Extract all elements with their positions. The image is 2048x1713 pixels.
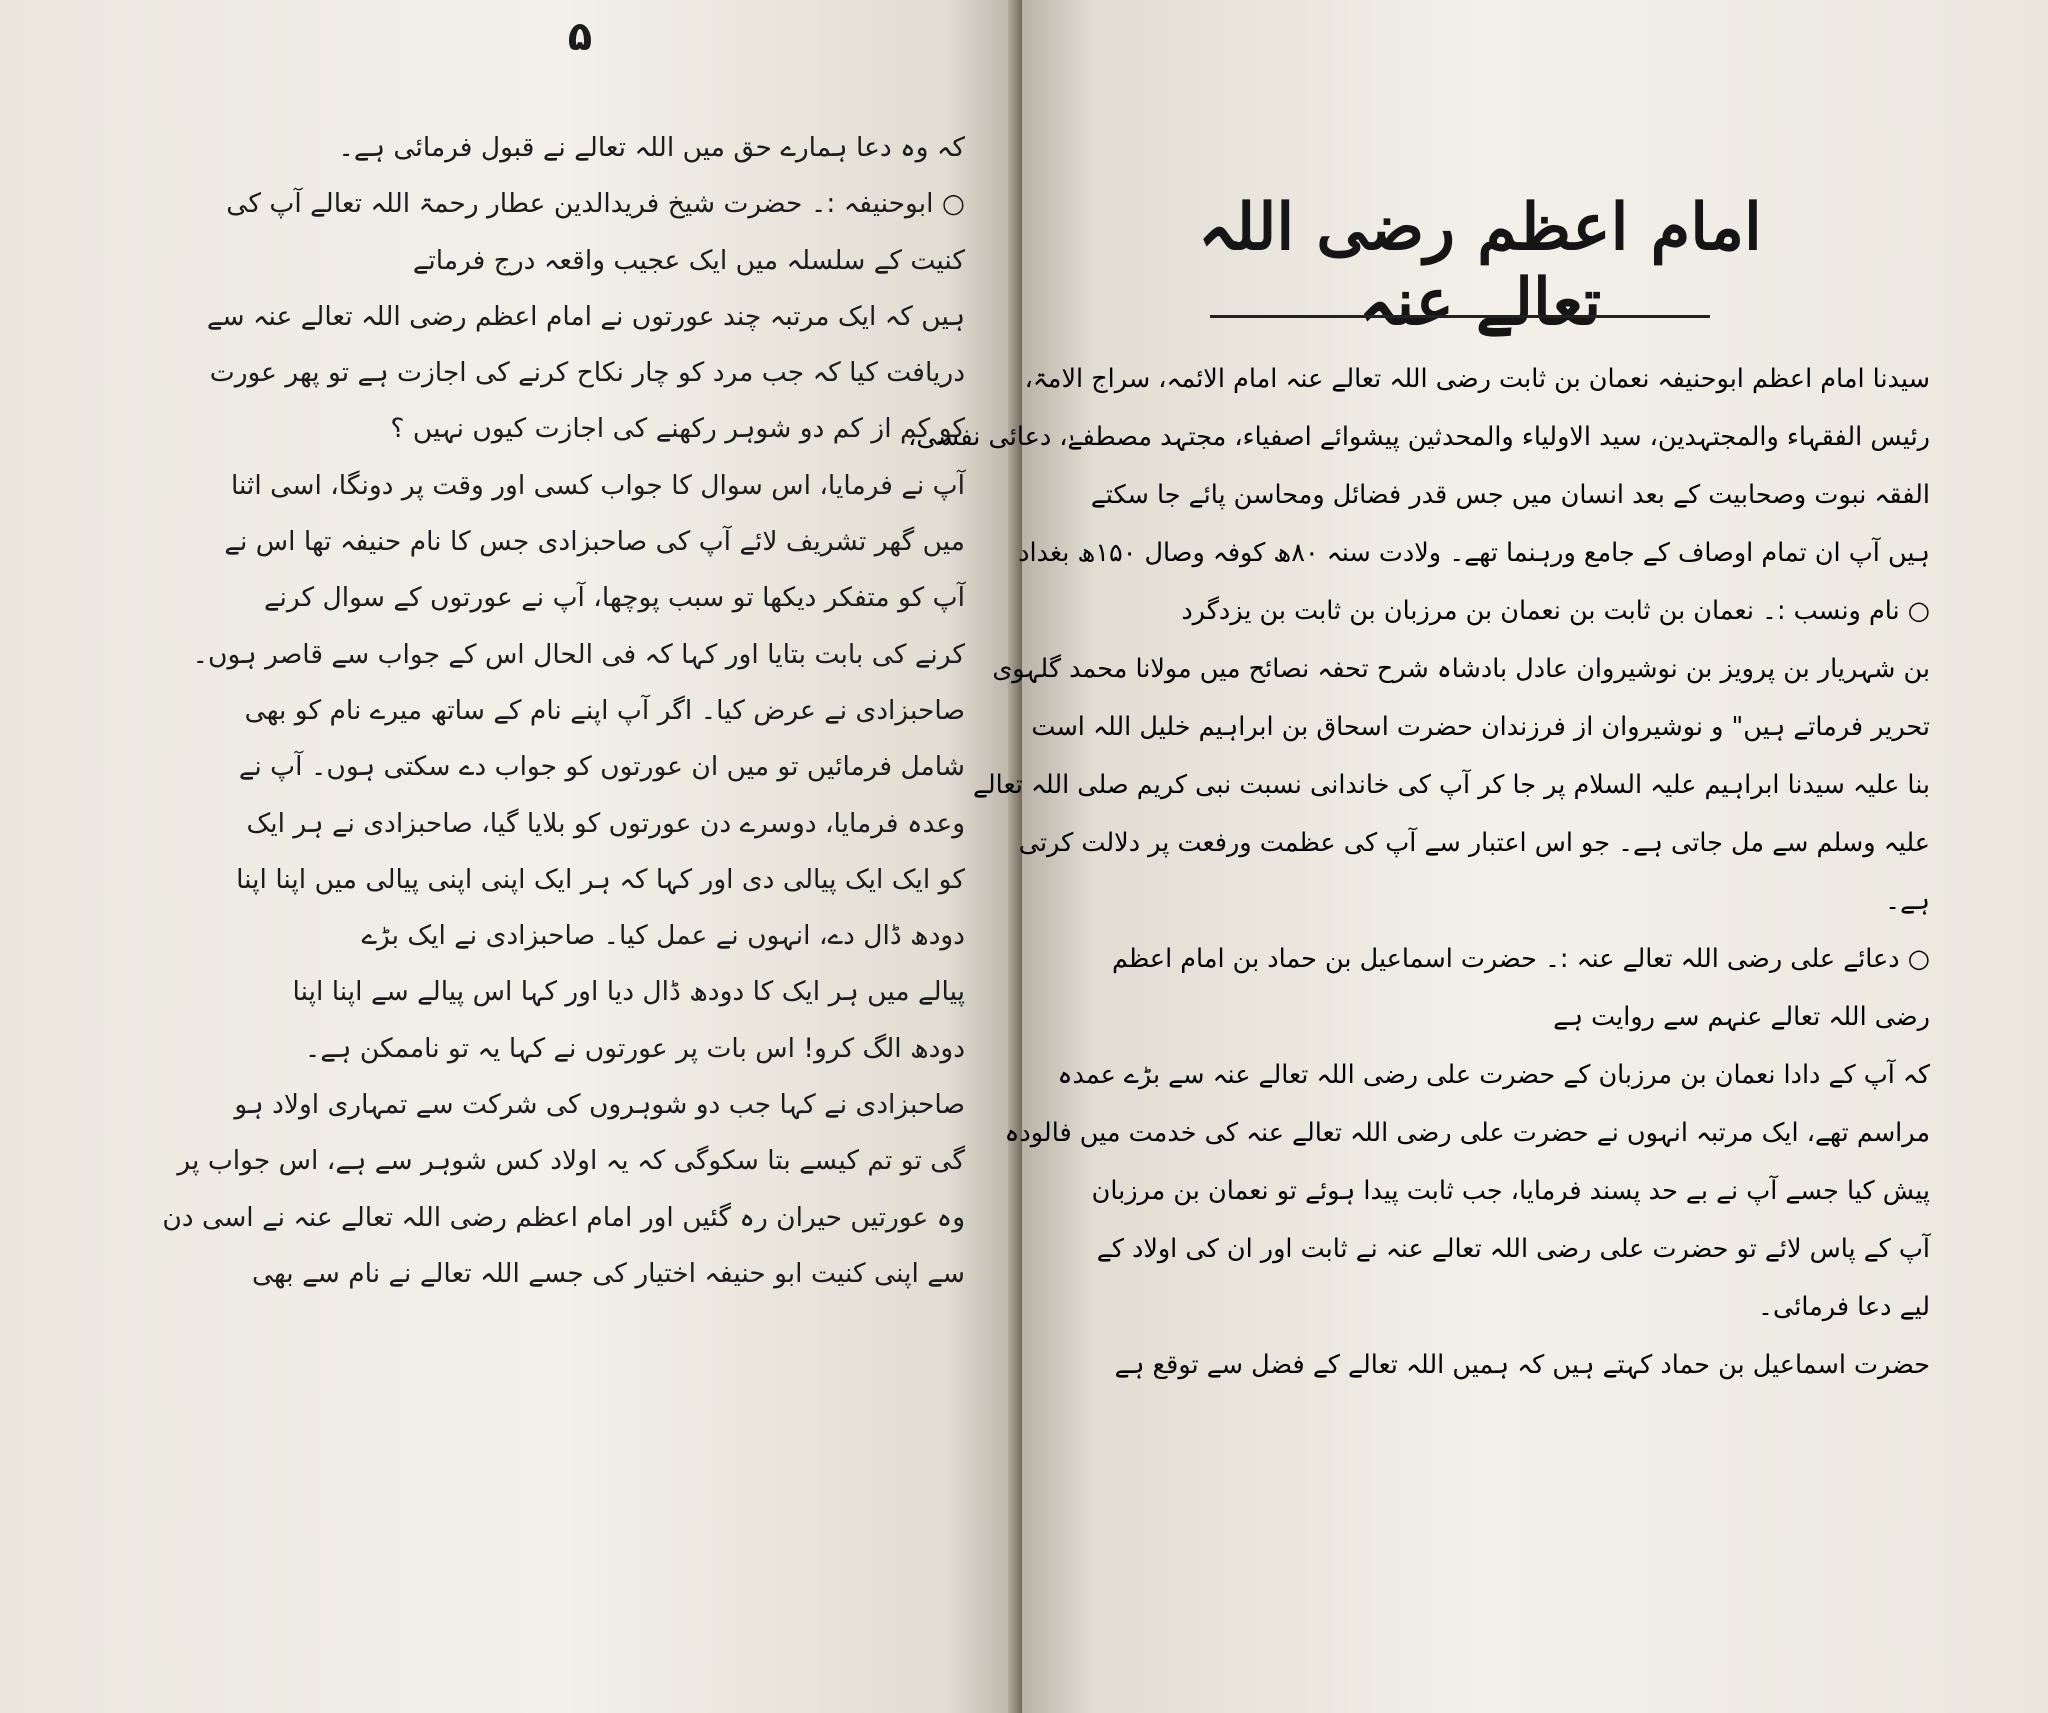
text-line-heading-abu-hanifa: ○ ابوحنیفہ :۔ حضرت شیخ فریدالدین عطار رحمۃ اللہ تعالے آپ کی — [226, 188, 965, 220]
text-line: گی تو تم کیسے بتا سکوگی کہ یہ اولاد کس شوہر سے ہے، اس جواب پر — [177, 1145, 965, 1177]
text-line: آپ کو متفکر دیکھا تو سبب پوچھا، آپ نے عورتوں کے سوال کرنے — [263, 582, 965, 614]
text-line: ہے۔ — [1885, 886, 1930, 916]
title-underline-divider — [1210, 315, 1710, 318]
text-line: آپ نے فرمایا، اس سوال کا جواب کسی اور وقت پر دونگا، اسی اثنا — [230, 469, 965, 501]
text-line: کہ وہ دعا ہمارے حق میں اللہ تعالے نے قبول فرمائی ہے۔ — [338, 132, 965, 163]
text-line: وہ عورتیں حیران رہ گئیں اور امام اعظم رضی اللہ تعالے عنہ نے اسی دن — [162, 1201, 965, 1233]
page-number: ۵ — [567, 14, 593, 60]
right-page-text — [908, 350, 1930, 1394]
text-line: تحریر فرماتے ہیں" و نوشیروان از فرزندان حضرت اسحاق بن ابراہیم خلیل اللہ است — [1031, 712, 1930, 742]
left-page-text — [162, 120, 965, 1302]
text-line: کرنے کی بابت بتایا اور کہا کہ فی الحال اس کے جواب سے قاصر ہوں۔ — [192, 638, 965, 670]
text-line: پیالے میں ہر ایک کا دودھ ڈال دیا اور کہا اس پیالے سے اپنا اپنا — [292, 976, 965, 1008]
text-line: سے اپنی کنیت ابو حنیفہ اختیار کی جسے اللہ تعالے نے نام سے بھی — [251, 1257, 965, 1289]
text-line: آپ کے پاس لائے تو حضرت علی رضی اللہ تعالے عنہ نے ثابت اور ان کی اولاد کے — [1096, 1234, 1930, 1264]
text-line: دودھ ڈال دے، انہوں نے عمل کیا۔ صاحبزادی نے ایک بڑے — [361, 920, 965, 952]
text-line: رئیس الفقہاء والمجتہدین، سید الاولیاء والمحدثین پیشوائے اصفیاء، مجتہد مصطفےٰ، دعائی نفسی، — [908, 422, 1930, 452]
text-line: کو ایک ایک پیالی دی اور کہا کہ ہر ایک اپنی اپنی پیالی میں اپنا اپنا — [236, 863, 965, 895]
text-line: صاحبزادی نے کہا جب دو شوہروں کی شرکت سے تمہاری اولاد ہو — [234, 1089, 965, 1121]
text-line: مراسم تھے، ایک مرتبہ انہوں نے حضرت علی رضی اللہ تعالے عنہ کی خدمت میں فالودہ — [1004, 1118, 1930, 1148]
text-line: دودھ الگ کرو! اس بات پر عورتوں نے کہا یہ تو ناممکن ہے۔ — [304, 1032, 965, 1064]
text-line: علیہ وسلم سے مل جاتی ہے۔ جو اس اعتبار سے آپ کی عظمت ورفعت پر دلالت کرتی — [1018, 828, 1930, 858]
chapter-title: امام اعظم رضی اللہ تعالے عنہ — [1198, 190, 1762, 340]
text-line: رضی اللہ تعالے عنہم سے روایت ہے — [1553, 1002, 1930, 1032]
text-line: میں گھر تشریف لائے آپ کی صاحبزادی جس کا نام حنیفہ تھا اس نے — [224, 526, 965, 558]
text-line: پیش کیا جسے آپ نے بے حد پسند فرمایا، جب ثابت پیدا ہوئے تو نعمان بن مرزبان — [1091, 1176, 1930, 1206]
text-line: حضرت اسماعیل بن حماد کہتے ہیں کہ ہمیں اللہ تعالے کے فضل سے توقع ہے — [1114, 1350, 1930, 1380]
text-line: کہ آپ کے دادا نعمان بن مرزبان کے حضرت علی رضی اللہ تعالے عنہ سے بڑے عمدہ — [1057, 1060, 1930, 1090]
text-line: کو کم از کم دو شوہر رکھنے کی اجازت کیوں نہیں ؟ — [390, 413, 965, 445]
text-line: صاحبزادی نے عرض کیا۔ اگر آپ اپنے نام کے ساتھ میرے نام کو بھی — [244, 694, 965, 726]
text-line: کنیت کے سلسلہ میں ایک عجیب واقعہ درج فرماتے — [412, 244, 965, 276]
text-line-heading-dua: ○ دعائے علی رضی اللہ تعالے عنہ :۔ حضرت اسماعیل بن حماد بن امام اعظم — [1111, 944, 1930, 974]
text-line: الفقہ نبوت وصحابیت کے بعد انسان میں جس قدر فضائل ومحاسن پائے جا سکتے — [1090, 480, 1930, 510]
text-line: دریافت کیا کہ جب مرد کو چار نکاح کرنے کی اجازت ہے تو پھر عورت — [209, 357, 965, 389]
text-line: وعدہ فرمایا، دوسرے دن عورتوں کو بلایا گیا، صاحبزادی نے ہر ایک — [246, 807, 965, 839]
text-line: بنا علیہ سیدنا ابراہیم علیہ السلام پر جا کر آپ کی خاندانی نسبت نبی کریم صلی اللہ تعالے — [972, 770, 1930, 800]
text-line-heading-lineage: ○ نام ونسب :۔ نعمان بن ثابت بن نعمان بن مرزبان بن ثابت بن یزدگرد — [1181, 596, 1930, 626]
text-line: بن شہریار بن پرویز بن نوشیروان عادل بادشاہ شرح تحفہ نصائح میں مولانا محمد گلہوی — [992, 654, 1930, 684]
text-line: ہیں آپ ان تمام اوصاف کے جامع ورہنما تھے۔ ولادت سنہ ۸۰ھ کوفہ وصال ۱۵۰ھ بغداد — [1018, 538, 1930, 568]
left-page — [0, 0, 1018, 1713]
text-line: ہیں کہ ایک مرتبہ چند عورتوں نے امام اعظم رضی اللہ تعالے عنہ سے — [206, 300, 965, 332]
text-line: شامل فرمائیں تو میں ان عورتوں کو جواب دے سکتی ہوں۔ آپ نے — [238, 751, 965, 783]
text-line: سیدنا امام اعظم ابوحنیفہ نعمان بن ثابت رضی اللہ تعالے عنہ امام الائمہ، سراج الامۃ، — [1024, 364, 1930, 394]
text-line: لیے دعا فرمائی۔ — [1758, 1292, 1930, 1322]
